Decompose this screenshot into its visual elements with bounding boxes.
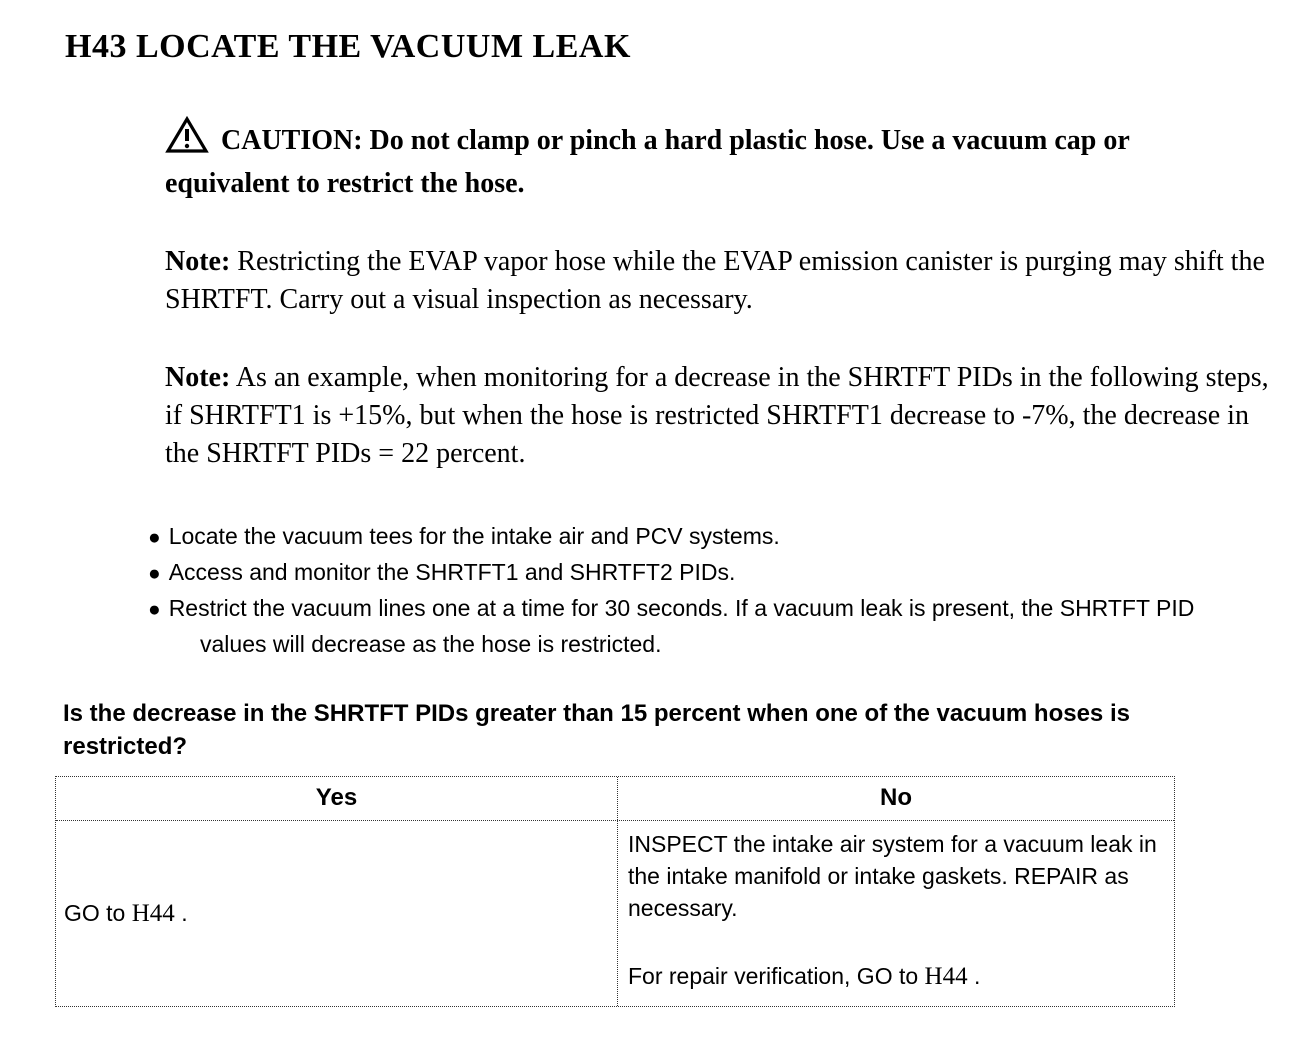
- bullet-item: [148, 555, 1258, 591]
- bullet-item: [148, 591, 1258, 661]
- caution-text: CAUTION: Do not clamp or pinch a hard plastic hose. Use a vacuum cap or equivalent to restrict the hose.: [165, 125, 1130, 199]
- yes-cell: [56, 821, 618, 1006]
- no-cell-verification: [628, 960, 1164, 993]
- note-2-text: As an example, when monitoring for a decrease in the SHRTFT PIDs in the following steps, if SHRTFT1 is +15%, but when the hose is restricted SHRTFT1 decrease to -7%, the decrease in the SHRTFT PIDs = 22 percent.: [165, 362, 1269, 469]
- table-header-row: [56, 777, 1174, 821]
- warning-triangle-icon: [165, 116, 209, 165]
- bullet-text: Locate the vacuum tees for the intake air and PCV systems.: [168, 523, 780, 549]
- bullet-text: Restrict the vacuum lines one at a time for 30 seconds. If a vacuum leak is present, the SHRTFT PID values will decrease as the hose is restricted.: [168, 595, 1195, 657]
- bullet-list: [148, 519, 1258, 661]
- bullet-icon: ●: [148, 526, 161, 549]
- note-1: [165, 243, 1270, 319]
- table-header-no: No: [880, 784, 912, 811]
- no-cell-instruction: INSPECT the intake air system for a vacuum leak in the intake manifold or intake gaskets. REPAIR as necessary.: [628, 831, 1157, 921]
- pinpoint-ref-h44: H44: [131, 899, 175, 927]
- note-2-label: Note:: [165, 362, 231, 393]
- no-cell-verification-suffix: .: [967, 963, 981, 989]
- decision-table: [55, 776, 1175, 1007]
- question-text: Is the decrease in the SHRTFT PIDs greater than 15 percent when one of the vacuum hoses is restricted?: [63, 700, 1130, 760]
- yes-action-text: GO to: [64, 899, 132, 926]
- note-1-text: Restricting the EVAP vapor hose while the EVAP emission canister is purging may shift the SHRTFT. Carry out a visual inspection as necessary.: [165, 246, 1265, 315]
- note-2: [165, 359, 1270, 473]
- note-1-label: Note:: [165, 246, 231, 277]
- page-title: H43 LOCATE THE VACUUM LEAK: [65, 28, 631, 65]
- no-cell: [618, 821, 1174, 1006]
- yes-cell-text: [64, 900, 188, 928]
- caution-block: [165, 116, 1240, 203]
- bullet-item: [148, 519, 1258, 555]
- table-body-row: [56, 821, 1174, 1006]
- bullet-icon: ●: [148, 562, 161, 585]
- pinpoint-ref-h44: H44: [924, 963, 968, 990]
- bullet-text: Access and monitor the SHRTFT1 and SHRTFT2 PIDs.: [168, 559, 736, 585]
- table-header-yes: Yes: [56, 777, 618, 820]
- bullet-icon: ●: [148, 598, 161, 621]
- yes-action-suffix: .: [174, 899, 188, 926]
- no-cell-verification-text: For repair verification, GO to: [628, 963, 925, 989]
